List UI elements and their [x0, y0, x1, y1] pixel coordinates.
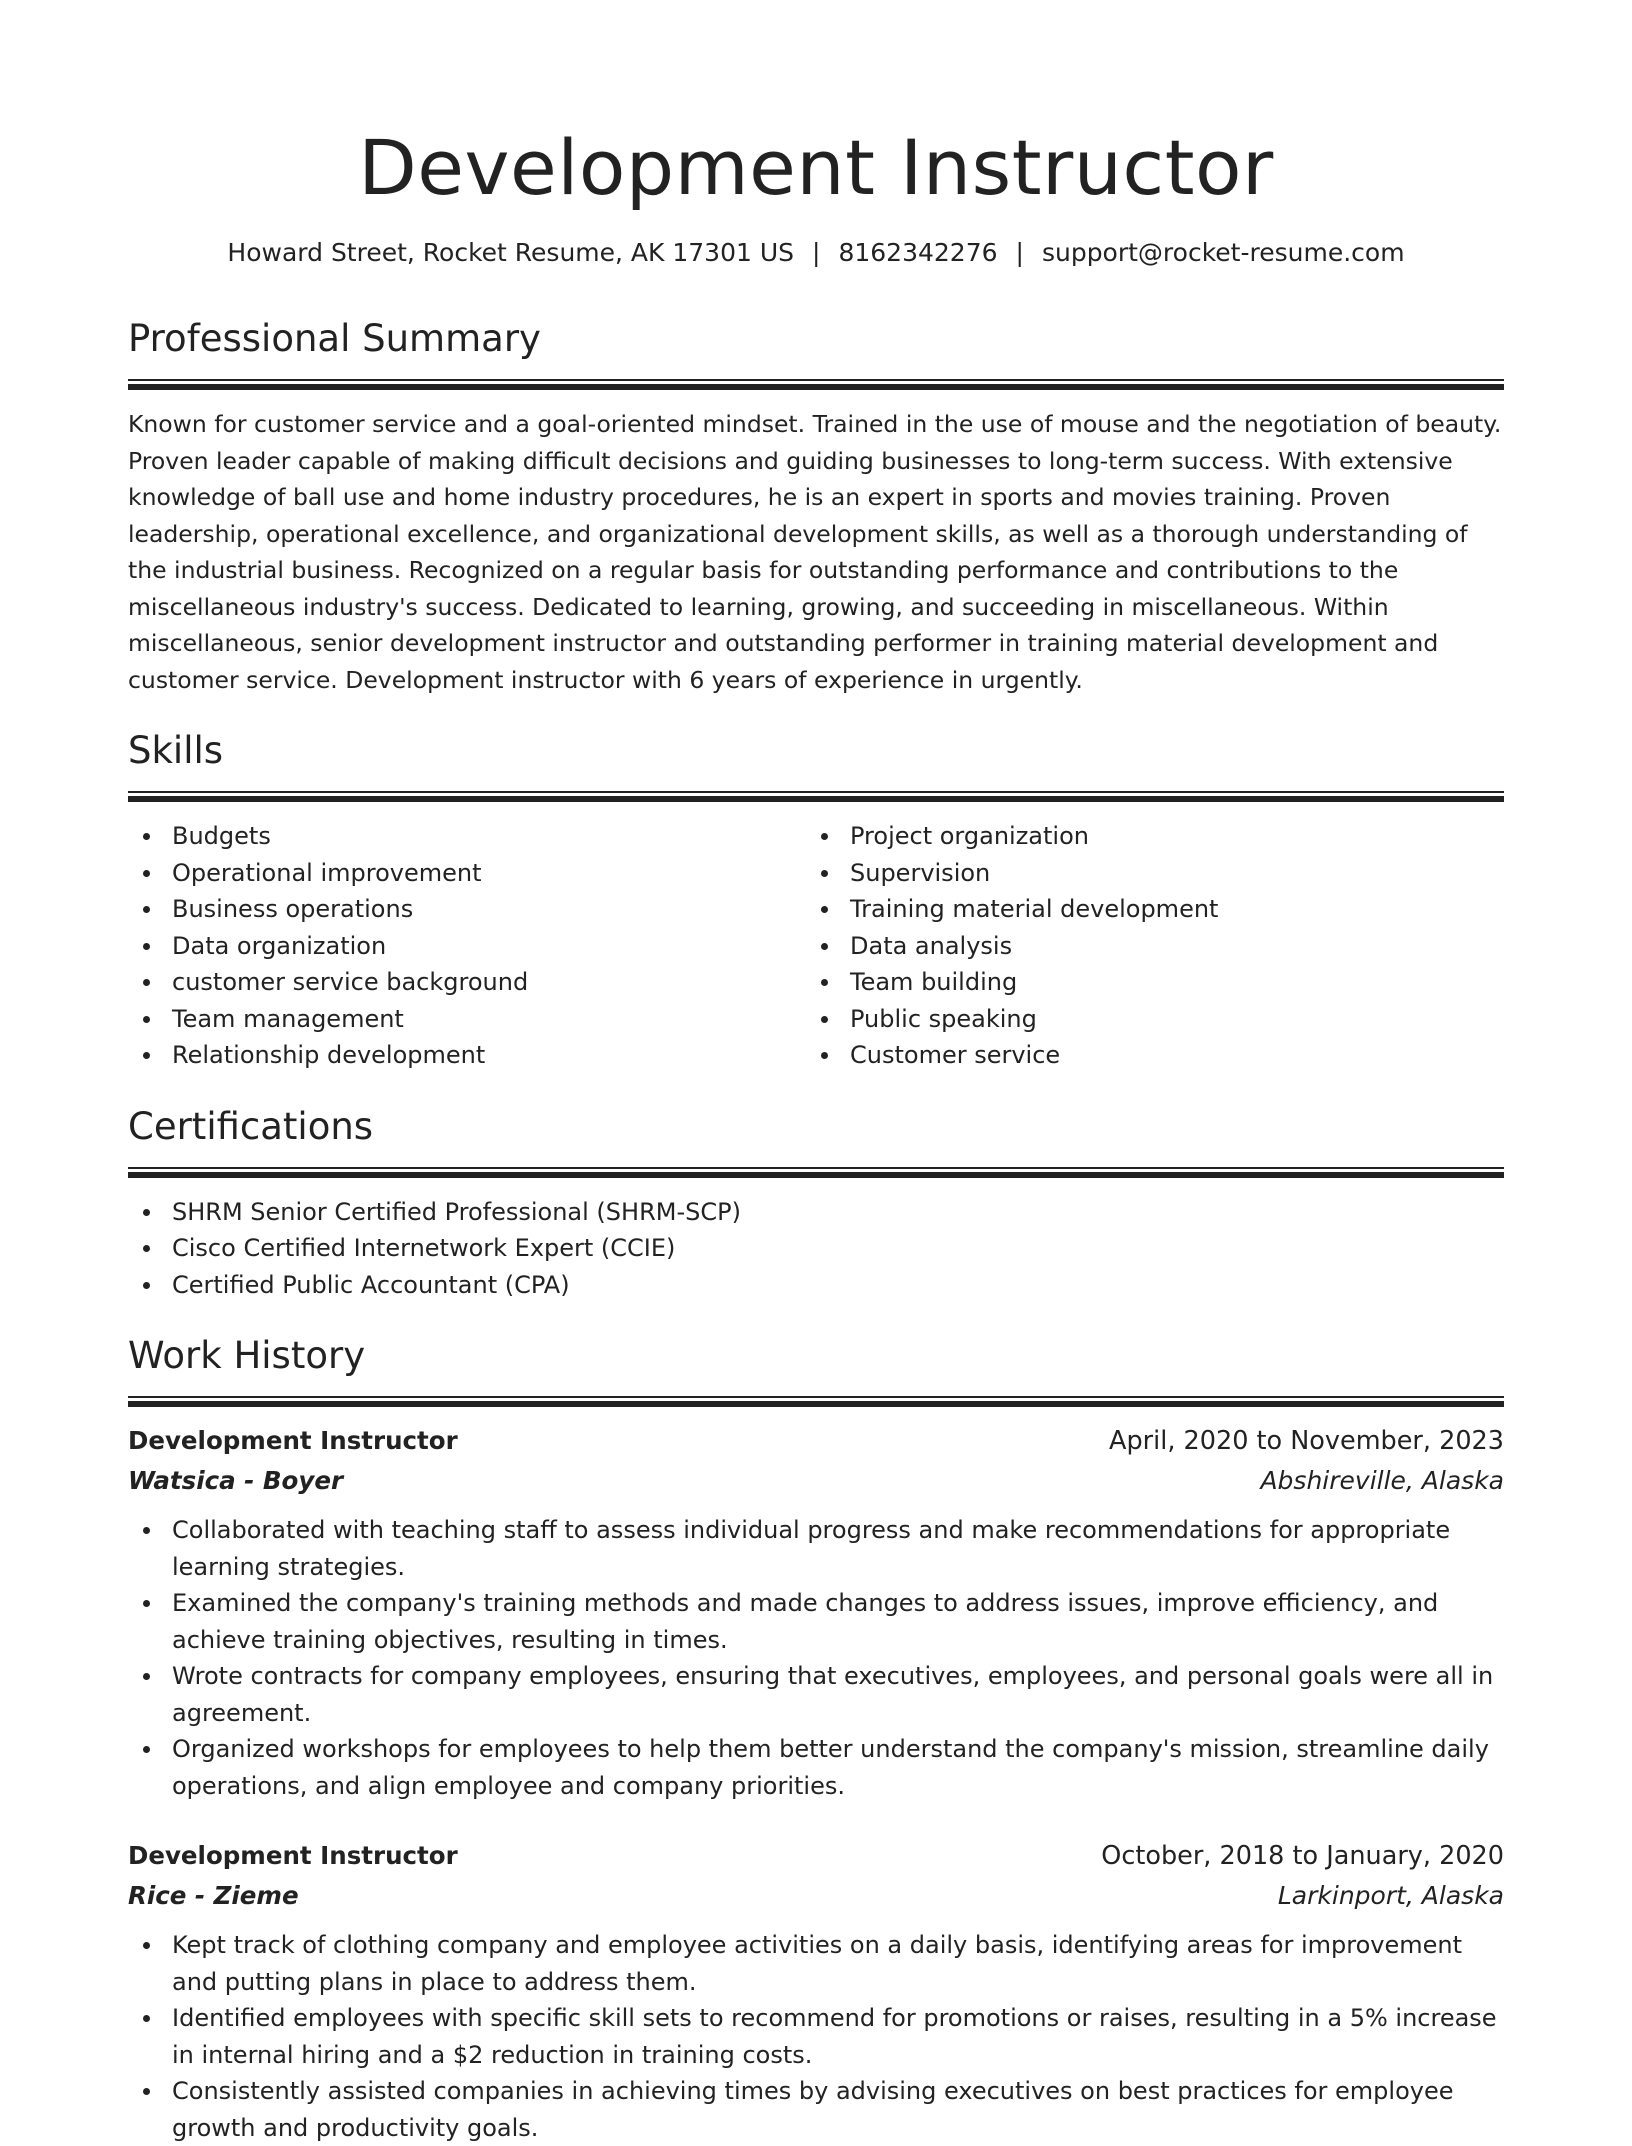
job-duty-item: Collaborated with teaching staff to assess individual progress and make recommendations for appropriate learning strategies.	[128, 1512, 1504, 1585]
job-duty-item: Kept track of clothing company and employee activities on a daily basis, identifying areas for improvement and putting plans in place to address them.	[128, 1927, 1504, 2000]
contact-address: Howard Street, Rocket Resume, AK 17301 US	[227, 238, 795, 267]
certifications-list	[128, 1194, 1504, 1304]
contact-separator: |	[812, 238, 821, 267]
section-title-work-history: Work History	[128, 1334, 366, 1377]
skill-item: Training material development	[806, 891, 1484, 928]
contact-email: support@rocket-resume.com	[1041, 238, 1405, 267]
contact-line	[128, 238, 1504, 268]
skill-item: Data organization	[128, 928, 806, 965]
job-company: Rice - Zieme	[128, 1881, 299, 1910]
job-title: Development Instructor	[128, 1841, 458, 1870]
certification-item: SHRM Senior Certified Professional (SHRM-SCP)	[128, 1194, 1504, 1231]
skill-item: Team management	[128, 1001, 806, 1038]
summary-section	[128, 317, 1504, 698]
job-subheader	[128, 1876, 1504, 1916]
certifications-section	[128, 1104, 1504, 1304]
skill-item: Project organization	[806, 818, 1484, 855]
job-dates: April, 2020 to November, 2023	[1109, 1426, 1504, 1456]
skills-columns	[128, 818, 1504, 1074]
certification-item: Cisco Certified Internetwork Expert (CCIE)	[128, 1230, 1504, 1267]
skill-item: Relationship development	[128, 1037, 806, 1074]
contact-separator: |	[1015, 238, 1024, 267]
skill-item: Team building	[806, 964, 1484, 1001]
summary-text: Known for customer service and a goal-oriented mindset. Trained in the use of mouse and the negotiation of beauty. Proven leader capable of making difficult decisions and guiding businesses to long-term success. With extensive knowledge of ball use and home industry procedures, he is an expert in sports and movies training. Proven leadership, operational excellence, and organizational development skills, as well as a thorough understanding of the industrial business. Recognized on a regular basis for outstanding performance and contributions to the miscellaneous industry's success. Dedicated to learning, growing, and succeeding in miscellaneous. Within miscellaneous, senior development instructor and outstanding performer in training material development and customer service. Development instructor with 6 years of experience in urgently.	[128, 410, 1502, 694]
section-divider	[128, 379, 1504, 390]
section-divider	[128, 1167, 1504, 1178]
resume-name: Development Instructor	[358, 123, 1274, 212]
job-entry	[128, 1836, 1504, 2146]
skills-list-right	[806, 818, 1484, 1074]
skills-list-left	[128, 818, 806, 1074]
skill-item: Customer service	[806, 1037, 1484, 1074]
certification-item: Certified Public Accountant (CPA)	[128, 1267, 1504, 1304]
job-company: Watsica - Boyer	[128, 1466, 344, 1495]
skill-item: Public speaking	[806, 1001, 1484, 1038]
job-duty-item: Examined the company's training methods and made changes to address issues, improve efficiency, and achieve training objectives, resulting in times.	[128, 1585, 1504, 1658]
job-subheader	[128, 1461, 1504, 1501]
skills-section	[128, 729, 1504, 1074]
job-location: Larkinport, Alaska	[1277, 1881, 1504, 1910]
job-header	[128, 1421, 1504, 1461]
section-divider	[128, 791, 1504, 802]
section-title-skills: Skills	[128, 729, 224, 772]
skill-item: Budgets	[128, 818, 806, 855]
skill-item: Data analysis	[806, 928, 1484, 965]
skill-item: Business operations	[128, 891, 806, 928]
section-title-summary: Professional Summary	[128, 317, 541, 360]
job-header	[128, 1836, 1504, 1876]
contact-phone: 8162342276	[838, 238, 998, 267]
skill-item: Supervision	[806, 855, 1484, 892]
section-divider	[128, 1396, 1504, 1407]
skill-item: Operational improvement	[128, 855, 806, 892]
work-history-section	[128, 1334, 1504, 2146]
job-entry	[128, 1421, 1504, 1804]
section-title-certifications: Certifications	[128, 1104, 374, 1148]
job-duty-item: Identified employees with specific skill sets to recommend for promotions or raises, resulting in a 5% increase in internal hiring and a $2 reduction in training costs.	[128, 2000, 1504, 2073]
job-dates: October, 2018 to January, 2020	[1101, 1841, 1504, 1871]
job-duties-list	[128, 1512, 1504, 1804]
job-location: Abshireville, Alaska	[1260, 1466, 1504, 1495]
job-duty-item: Wrote contracts for company employees, ensuring that executives, employees, and personal goals were all in agreement.	[128, 1658, 1504, 1731]
job-duty-item: Consistently assisted companies in achieving times by advising executives on best practices for employee growth and productivity goals.	[128, 2073, 1504, 2146]
job-title: Development Instructor	[128, 1426, 458, 1455]
job-duty-item: Organized workshops for employees to help them better understand the company's mission, streamline daily operations, and align employee and company priorities.	[128, 1731, 1504, 1804]
job-duties-list	[128, 1927, 1504, 2146]
skill-item: customer service background	[128, 964, 806, 1001]
